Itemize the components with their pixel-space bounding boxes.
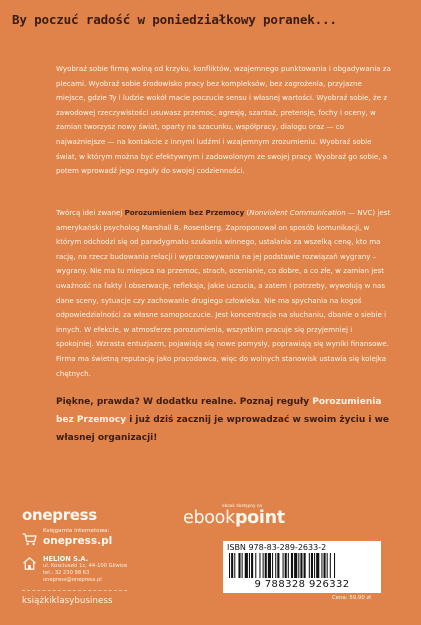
barcode-bar	[238, 553, 240, 578]
ebook-logo-part1: ebook	[183, 508, 235, 528]
barcode-bar	[229, 553, 230, 578]
publisher-address-row	[22, 555, 127, 584]
barcode-bar	[275, 553, 276, 578]
headline: By poczuć radość w poniedziałkowy poranek...	[12, 12, 337, 27]
cart-icon	[22, 531, 37, 544]
footer-series: książkiklasybusiness	[22, 596, 113, 606]
cta-post: i już dziś zacznij je wprowadzać w swoim życiu i we własnej organizacji!	[56, 415, 390, 443]
p2-pre: Twórcą idei zwanej	[56, 208, 125, 217]
barcode-bar	[265, 553, 267, 578]
p2-italic: Nonviolent Communication	[249, 208, 346, 217]
barcode-bar	[245, 553, 248, 578]
barcode-bar	[259, 553, 260, 578]
barcode-bar	[291, 553, 293, 578]
barcode-bar	[330, 553, 331, 578]
ean-digits: 9 788328 926332	[254, 579, 350, 590]
barcode-bar	[277, 553, 279, 578]
barcode-bar	[309, 553, 310, 578]
publisher-address: ul. Kościuszki 1c, 44-100 Gliwice	[43, 563, 128, 569]
barcode-bar	[334, 553, 335, 578]
ebookpoint-logo	[183, 508, 285, 528]
barcode-bar	[300, 553, 302, 578]
ebook-note: ebook dostępny na	[222, 503, 263, 508]
p2-highlight: Porozumieniem bez Przemocy	[124, 208, 245, 217]
cta-highlight: Porozumienia bez Przemocy	[56, 397, 382, 425]
bookstore-row	[22, 528, 112, 547]
bookstore-url[interactable]: onepress.pl	[43, 535, 113, 547]
barcode-bar	[263, 553, 264, 578]
barcode	[229, 553, 375, 578]
barcode-bar	[314, 553, 315, 578]
barcode-bar	[298, 553, 299, 578]
barcode-bar	[242, 553, 243, 578]
barcode-bar	[251, 553, 253, 578]
barcode-bar	[327, 553, 328, 578]
publisher-name: HELION S.A.	[43, 555, 89, 563]
isbn-number: ISBN 978-83-289-2633-2	[227, 543, 327, 552]
barcode-panel	[223, 541, 381, 593]
barcode-bar	[255, 553, 256, 578]
publisher-phone: tel.: 32 230 98 63	[43, 570, 90, 576]
call-to-action	[56, 393, 396, 447]
barcode-bar	[249, 553, 250, 578]
barcode-bar	[234, 553, 235, 578]
publisher-email[interactable]: onepress@onepress.pl	[43, 577, 102, 583]
onepress-logo: onepress	[22, 506, 97, 524]
cta-pre: Piękne, prawda? W dodatku realne. Poznaj reguły	[56, 397, 313, 407]
p2-mid: (	[244, 208, 250, 217]
price: Cena: 59,90 zł	[332, 595, 371, 601]
barcode-bar	[321, 553, 322, 578]
barcode-bar	[294, 553, 297, 578]
paragraph-imagine: Wyobraź sobie firmę wolną od krzyku, konfliktów, wzajemnego punktowania i obgadywania za plecami. Wyobraź sobie środowisko pracy bez kompleksów, bez zagrożenia, przyjazne miejsce, gdzie Ty i ludzie wokół macie poczucie sensu i własnej wartości. Wyobraź sobie, że z zawodowej rzeczywistości usuwasz przemoc, agresję, szantaż, pretensje, fochy i oceny, w zamian tworzysz nowy świat, oparty na szacunku, współpracy, dialogu oraz — co najważniejsze — na kontakcie z innymi ludźmi i wzajemnym zrozumieniu. Wyobraź sobie świat, w którym można być efektywnym i zadowolonym ze swojej pracy. Wyobraź go sobie, a potem wprowadź jego reguły do swojej codzienności.	[56, 64, 391, 176]
barcode-bar	[231, 553, 233, 578]
divider	[22, 590, 127, 591]
barcode-bar	[324, 553, 326, 578]
barcode-bar	[285, 553, 287, 578]
barcode-bar	[268, 553, 271, 578]
p2-post: — NVC) jest amerykański psycholog Marshall B. Rosenberg. Zaproponował on sposób komunikacji, w którym odchodzi się od paradygmatu szukania winnego, ustalania za wszelką cenę, kto ma rację, na rzecz budowania relacji i wypracowywania na jej podstawie rozwiązań wygrany – wygrany. Nie ma tu miejsca na przemoc, strach, ocenianie, co dobre, a co złe, w zamian jest uważność na fakty i obserwacje, refleksja, jakie uczucia, a zatem i potrzeby, wywołują w nas dane sceny, sytuacje czy zachowanie drugiego człowieka. Nie ma spychania na kogoś odpowiedzialności za własne samopoczucie. Jest koncentracja na słuchaniu, dbanie o siebie i innych. W efekcie, w atmosferze porozumienia, wszystkim pracuje się przyjemniej i spokojniej. Wzrasta entuzjazm, pojawiają się nowe pomysły, poprawiają się wyniki finansowe. Firma ma świetną reputację jako pracodawca, więc do wolnych stanowisk ustawia się kolejka chętnych.	[56, 208, 391, 378]
house-icon	[22, 556, 37, 571]
barcode-bar	[304, 553, 306, 578]
barcode-bar	[272, 553, 273, 578]
barcode-bar	[316, 553, 319, 578]
ebook-logo-part2: point	[234, 508, 285, 528]
barcode-bar	[288, 553, 289, 578]
barcode-bar	[283, 553, 284, 578]
barcode-bar	[311, 553, 313, 578]
bookstore-label: Księgarnia internetowa:	[43, 528, 110, 534]
paragraph-nvc	[56, 206, 391, 381]
